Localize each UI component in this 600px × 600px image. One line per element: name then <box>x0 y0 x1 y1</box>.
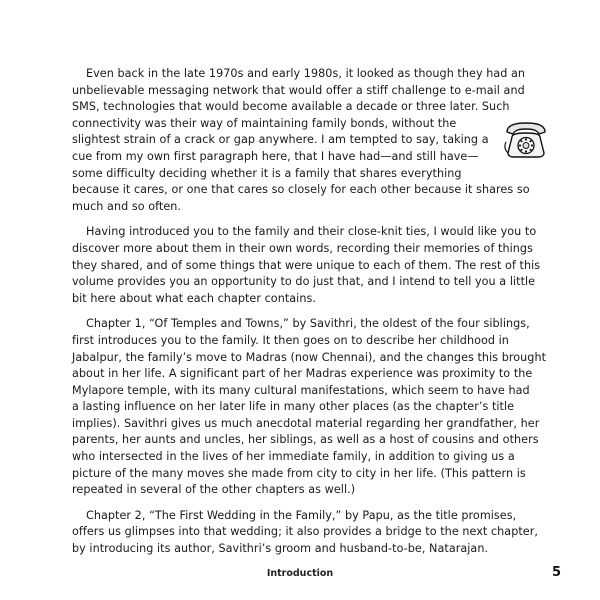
paragraph-4 <box>72 508 548 558</box>
text-line: cue from my own first paragraph here, that I have had—and still have— <box>72 149 479 163</box>
body-text <box>72 66 548 567</box>
paragraph-3 <box>72 316 548 499</box>
text-line: much and so often. <box>72 199 182 213</box>
paragraph-1 <box>72 66 548 215</box>
rotary-telephone-icon <box>503 120 549 160</box>
text-line: repeated in several of the other chapters as well.) <box>72 483 356 497</box>
text-line: Chapter 2, “The First Wedding in the Family,” by Papu, as the title promises, <box>86 508 517 522</box>
text-line: Mylapore temple, with its many cultural manifestations, which seem to have had <box>72 383 530 397</box>
text-line: a lasting influence on her later life in many other places (as the chapter’s title <box>72 400 515 414</box>
page-number: 5 <box>552 565 562 580</box>
text-line: Even back in the late 1970s and early 1980s, it looked as though they had an <box>86 67 526 80</box>
text-line: discover more about them in their own words, recording their memories of things <box>72 241 533 255</box>
text-line: SMS, technologies that would become available a decade or three later. Such <box>72 100 510 114</box>
text-line: Having introduced you to the family and their close-knit ties, I would like you to <box>86 225 537 239</box>
text-line: because it cares, or one that cares so closely for each other because it shares so <box>72 183 530 197</box>
text-line: they shared, and of some things that were unique to each of them. The rest of this <box>72 258 541 272</box>
text-line: picture of the many moves she made from city to city in her life. (This pattern is <box>72 466 526 480</box>
running-footer-title: Introduction <box>266 568 334 579</box>
text-line: parents, her aunts and uncles, her siblings, as well as a host of cousins and others <box>72 433 539 447</box>
text-line: unbelievable messaging network that would offer a stiff challenge to e-mail and <box>72 83 525 97</box>
text-line: connectivity was their way of maintaining family bonds, without the <box>72 116 457 130</box>
text-line: Chapter 1, “Of Temples and Towns,” by Savithri, the oldest of the four siblings, <box>86 317 530 331</box>
text-line: bit here about what each chapter contains. <box>72 291 316 305</box>
text-line: first introduces you to the family. It then goes on to describe her childhood in <box>72 333 509 347</box>
paragraph-2 <box>72 224 548 307</box>
text-line: some difficulty deciding whether it is a family that shares everything <box>72 166 462 180</box>
text-line: volume provides you an opportunity to do just that, and I intend to tell you a little <box>72 275 536 289</box>
text-line: who intersected in the lives of her immediate family, in addition to giving us a <box>72 450 515 464</box>
text-line: offers us glimpses into that wedding; it also provides a bridge to the next chapter, <box>72 525 538 539</box>
text-line: about in her life. A significant part of her Madras experience was proximity to the <box>72 367 533 381</box>
text-line: by introducing its author, Savithri’s groom and husband-to-be, Natarajan. <box>72 542 489 556</box>
text-line: slightest strain of a crack or gap anywhere. I am tempted to say, taking a <box>72 133 489 147</box>
text-line: Jabalpur, the family’s move to Madras (now Chennai), and the changes this brought <box>72 350 547 364</box>
text-line: implies). Savithri gives us much anecdotal material regarding her grandfather, her <box>72 416 540 430</box>
